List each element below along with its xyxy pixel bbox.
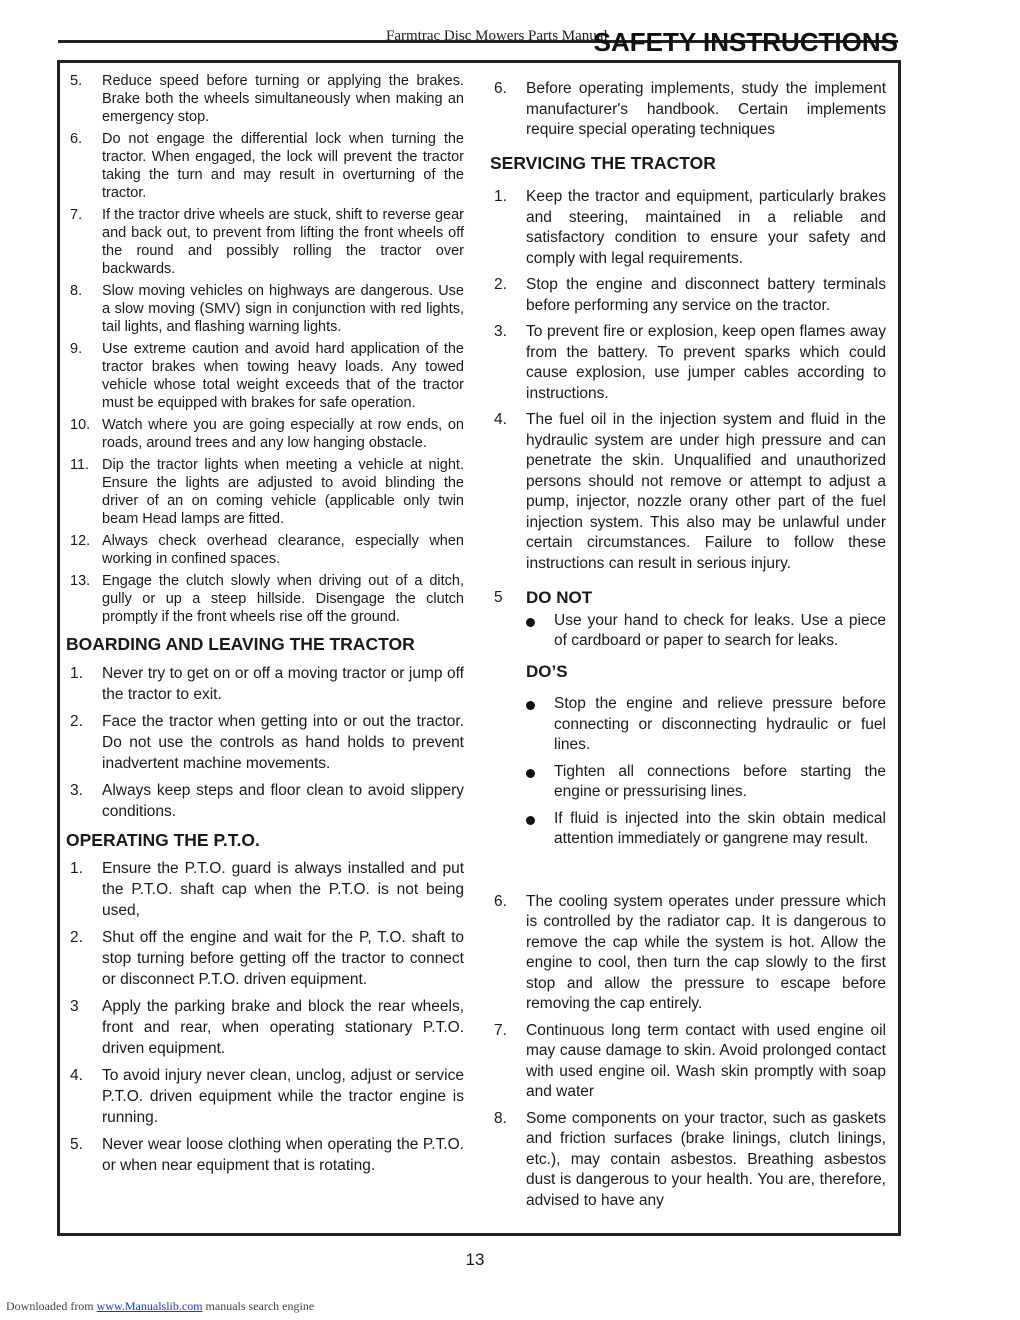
item-text: To avoid injury never clean, unclog, adjust or service P.T.O. driven equipment while the tractor engine is running. (102, 1067, 464, 1126)
list-item (490, 79, 886, 141)
item-text: Never wear loose clothing when operating the P.T.O. or when near equipment that is rotating. (102, 1136, 464, 1174)
item-number: 10. (70, 417, 91, 433)
list-item (66, 416, 464, 452)
boarding-list (66, 663, 464, 822)
item-number: 7. (494, 1021, 507, 1039)
item-text: Face the tractor when getting into or out the tractor. Do not use the controls as hand holds to prevent inadvertent machine movements. (102, 712, 464, 772)
item-number: 2. (70, 712, 83, 730)
item-text: Some components on your tractor, such as gaskets and friction surfaces (brake linings, clutch linings, etc.), may contain asbestos. Breathing asbestos dust is dangerous to your health. You are, therefore, advised to have any (526, 1109, 886, 1209)
right-column (490, 79, 886, 1217)
list-item (490, 892, 886, 1015)
list-item (66, 572, 464, 626)
pto-list (66, 858, 464, 1176)
list-item (66, 711, 464, 774)
list-item (66, 130, 464, 202)
list-item (66, 340, 464, 412)
left-column (66, 72, 464, 1182)
item-number: 3. (70, 781, 83, 799)
item-text: Dip the tractor lights when meeting a vehicle at night. Ensure the lights are adjusted to avoid blinding the driver of an on coming vehicle (applicable only twin beam Head lamps are fitted. (102, 457, 464, 527)
item-text: The fuel oil in the injection system and fluid in the hydraulic system are under high pressure and can penetrate the skin. Unqualified and unauthorized persons should not remove or attempt to adjust a pump, injector, nozzle orany other part of the fuel injection system. This also may be unlawful under certain circumstances. Failure to follow these instructions can result in serious injury. (526, 411, 886, 572)
pto-heading: OPERATING THE P.T.O. (66, 829, 260, 850)
item-text: Slow moving vehicles on highways are dangerous. Use a slow moving (SMV) sign in conjunction with red lights, tail lights, and flashing warning lights. (102, 283, 464, 335)
item-number: 2. (494, 276, 507, 293)
item-text: If the tractor drive wheels are stuck, shift to reverse gear and back out, to prevent from lifting the front wheels off the round and possibly rolling the tractor over backwards. (102, 207, 464, 277)
list-item (66, 927, 464, 990)
item-text: Shut off the engine and wait for the P, T.O. shaft to stop turning before getting off the tractor to connect or disconnect P.T.O. driven equipment. (102, 929, 464, 988)
spacer (490, 856, 886, 892)
item-text: The cooling system operates under pressure which is controlled by the radiator cap. It is dangerous to remove the cap while the system is hot. Allow the engine to cool, then turn the cap slowly to the first stop and allow the pressure to escape before removing the cap entirely. (526, 892, 886, 1012)
item-number: 2. (70, 929, 83, 946)
item-number: 3 (70, 998, 79, 1015)
list-item (490, 1109, 886, 1212)
item-number: 5. (70, 73, 83, 89)
bullet-item (490, 611, 886, 652)
list-item (66, 780, 464, 822)
item-text: Continuous long term contact with used engine oil may cause damage to skin. Avoid prolonged contact with used engine oil. Wash skin promptly with soap and water (526, 1021, 886, 1100)
item-number: 11. (70, 457, 90, 473)
item-number: 13. (70, 573, 91, 589)
item-text: Engage the clutch slowly when driving out of a ditch, gully or up a steep hillside. Disengage the clutch promptly if the front wheels rise off the ground. (102, 573, 464, 625)
bullet-text: Stop the engine and relieve pressure before connecting or disconnecting hydraulic or fuel lines. (554, 695, 886, 753)
item-number: 6. (494, 892, 507, 910)
item-number: 6. (70, 131, 83, 147)
list-item (66, 996, 464, 1059)
bullet-text: Tighten all connections before starting the engine or pressurising lines. (554, 762, 886, 800)
list-item (490, 322, 886, 404)
list-item (490, 588, 886, 609)
list-item (66, 282, 464, 336)
do-not-heading: DO NOT (526, 588, 593, 607)
list-item (66, 1065, 464, 1128)
item-text: Before operating implements, study the implement manufacturer's handbook. Certain implements require special operating techniques (526, 80, 886, 138)
bullet-icon (526, 816, 535, 825)
footer-prefix: Downloaded from (6, 1299, 97, 1313)
item-text: Always keep steps and floor clean to avoid slippery conditions. (102, 781, 464, 820)
left-top-list (66, 72, 464, 626)
item-number: 12. (70, 533, 91, 549)
document-title: Farmtrac Disc Mowers Parts Manual (386, 28, 608, 44)
item-number: 7. (70, 207, 83, 223)
servicing-heading: SERVICING THE TRACTOR (490, 152, 716, 173)
boarding-heading: BOARDING AND LEAVING THE TRACTOR (66, 634, 415, 654)
item-number: 1. (70, 664, 83, 682)
dos-heading: DO’S (526, 661, 568, 681)
item-text: Do not engage the differential lock when turning the tractor. When engaged, the lock will prevent the tractor taking the turn and may result in overturning of the tractor. (102, 131, 464, 201)
item-text: Always check overhead clearance, especially when working in confined spaces. (102, 533, 464, 567)
page-number: 13 (465, 1250, 485, 1269)
bullet-text: If fluid is injected into the skin obtain medical attention immediately or gangrene may result. (554, 809, 886, 847)
bullet-item (490, 694, 886, 756)
list-item (66, 663, 464, 705)
list-item (66, 1134, 464, 1176)
item-text: Stop the engine and disconnect battery terminals before performing any service on the tractor. (526, 276, 886, 314)
list-item (490, 1021, 886, 1103)
item-number: 6. (494, 80, 507, 97)
item-text: Reduce speed before turning or applying the brakes. Brake both the wheels simultaneously when making an emergency stop. (102, 73, 464, 125)
section-title: SAFETY INSTRUCTIONS (593, 27, 898, 57)
list-item (490, 275, 886, 316)
list-item (66, 206, 464, 278)
item-text: Never try to get on or off a moving tractor or jump off the tractor to exit. (102, 664, 464, 703)
item-number: 8. (494, 1109, 507, 1127)
item-number: 5 (494, 589, 503, 606)
item-text: Watch where you are going especially at row ends, on roads, around trees and any low hanging obstacle. (102, 417, 464, 451)
item-text: Apply the parking brake and block the rear wheels, front and rear, when operating stationary P.T.O. driven equipment. (102, 998, 464, 1057)
manualslib-link[interactable]: www.Manualslib.com (96, 1299, 203, 1313)
item-text: Use extreme caution and avoid hard application of the tractor brakes when towing heavy loads. Any towed vehicle whose total weight exceeds that of the tractor must be equipped with brakes for safe operation. (102, 341, 464, 411)
list-item (490, 410, 886, 574)
bullet-item (490, 762, 886, 803)
footer-suffix: manuals search engine (202, 1299, 315, 1313)
item-number: 4. (70, 1067, 83, 1084)
item-number: 5. (70, 1136, 83, 1153)
list-item (66, 72, 464, 126)
list-item (490, 187, 886, 269)
item-number: 4. (494, 411, 507, 428)
item-number: 1. (494, 188, 507, 205)
bullet-icon (526, 701, 535, 710)
item-number: 1. (70, 860, 83, 877)
item-text: To prevent fire or explosion, keep open flames away from the battery. To prevent sparks which could cause explosion, use jumper cables according to instructions. (526, 323, 886, 402)
item-number: 3. (494, 323, 507, 340)
servicing-list (490, 187, 886, 574)
bullet-text: Use your hand to check for leaks. Use a piece of cardboard or paper to search for leaks. (554, 611, 886, 649)
right-bottom-list (490, 892, 886, 1212)
bullet-icon (526, 618, 535, 627)
list-item (66, 858, 464, 921)
download-footer (6, 1299, 314, 1314)
bullet-item (490, 809, 886, 850)
list-item (66, 456, 464, 528)
item-number: 8. (70, 283, 83, 299)
item-text: Keep the tractor and equipment, particularly brakes and steering, maintained in a reliable and satisfactory condition to ensure your safety and comply with legal requirements. (526, 188, 886, 267)
item-text: Ensure the P.T.O. guard is always installed and put the P.T.O. shaft cap when the P.T.O. is not being used, (102, 860, 464, 919)
item-number: 9. (70, 341, 83, 357)
list-item (66, 532, 464, 568)
bullet-icon (526, 769, 535, 778)
